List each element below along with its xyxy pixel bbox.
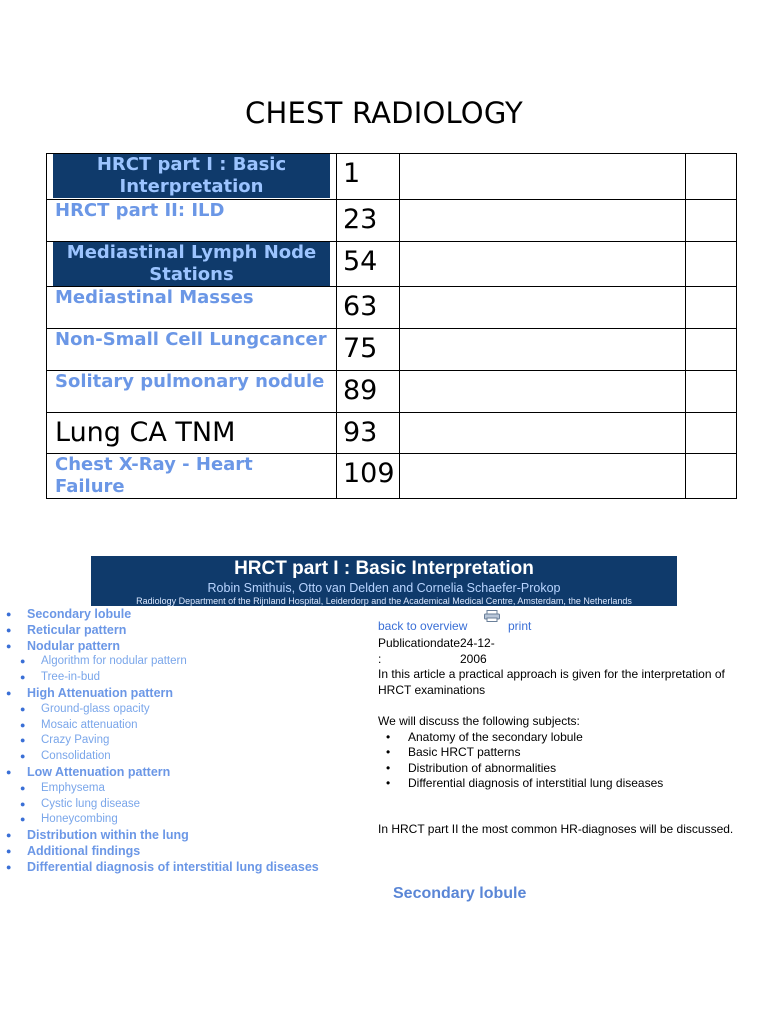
- table-of-contents: [46, 153, 737, 499]
- bullet-icon: •: [386, 729, 391, 744]
- bullet-icon: ●: [20, 782, 26, 793]
- article-department: Radiology Department of the Rijnland Hospital, Leiderdorp and the Academical Medical Centre, Amsterdam, the Netherlands: [136, 596, 632, 606]
- intro-paragraph: In this article a practical approach is given for the interpretation of HRCT examinations: [378, 667, 725, 697]
- toc-link-mediastinal-lymph-nodes[interactable]: Mediastinal Lymph Node Stations: [53, 242, 330, 286]
- section-heading-secondary-lobule: Secondary lobule: [393, 885, 527, 902]
- nav-item-distribution[interactable]: ● Distribution within the lung: [6, 828, 189, 843]
- toc-row: [47, 413, 737, 454]
- toc-row: [47, 329, 737, 371]
- toc-row: [47, 287, 737, 329]
- nav-item-tree-in-bud[interactable]: ● Tree-in-bud: [0, 670, 340, 686]
- back-to-overview-link[interactable]: back to overview: [378, 619, 468, 633]
- nav-item-additional-findings[interactable]: ● Additional findings: [6, 843, 141, 858]
- discuss-intro: We will discuss the following subjects:: [378, 714, 580, 728]
- article-authors: Robin Smithuis, Otto van Delden and Cornelia Schaefer-Prokop: [207, 581, 561, 595]
- printer-icon[interactable]: [484, 610, 500, 622]
- toc-row: [47, 371, 737, 413]
- toc-page-number: 23: [343, 204, 378, 235]
- nav-item-secondary-lobule[interactable]: ● Secondary lobule: [6, 607, 132, 621]
- nav-item-consolidation[interactable]: ● Consolidation: [0, 749, 340, 765]
- closing-paragraph: In HRCT part II the most common HR-diagnoses will be discussed.: [378, 821, 734, 836]
- bullet-icon: ●: [20, 703, 26, 714]
- publication-date-value: 24-12-2006: [460, 636, 495, 666]
- list-item: • Basic HRCT patterns: [386, 745, 521, 759]
- toc-link-nsclc[interactable]: Non-Small Cell Lungcancer: [55, 329, 327, 350]
- subjects-list: [378, 730, 748, 792]
- nav-item-high-attenuation[interactable]: ● High Attenuation pattern: [6, 685, 174, 700]
- nav-item-emphysema[interactable]: ● Emphysema: [0, 781, 340, 797]
- nav-item-algorithm-nodular[interactable]: ● Algorithm for nodular pattern: [0, 654, 340, 670]
- bullet-icon: ●: [20, 751, 26, 762]
- nav-item-differential-diagnosis[interactable]: ● Differential diagnosis of interstitial lung diseases: [6, 859, 319, 874]
- list-item: • Differential diagnosis of interstitial lung diseases: [386, 776, 664, 790]
- toc-entry-lung-ca-tnm: Lung CA TNM: [55, 417, 236, 448]
- toc-link-hrct-part-2[interactable]: HRCT part II: ILD: [55, 200, 225, 221]
- toc-link-mediastinal-masses[interactable]: Mediastinal Masses: [55, 287, 254, 308]
- bullet-icon: ●: [20, 798, 26, 809]
- bullet-icon: ●: [20, 719, 26, 730]
- toc-row: [47, 454, 737, 499]
- bullet-icon: ●: [6, 845, 12, 856]
- nav-item-honeycombing[interactable]: ● Honeycombing: [0, 812, 340, 828]
- toc-page-number: 93: [343, 417, 378, 448]
- nav-item-ground-glass[interactable]: ● Ground-glass opacity: [0, 702, 340, 718]
- nav-item-mosaic-attenuation[interactable]: ● Mosaic attenuation: [0, 718, 340, 734]
- bullet-icon: ●: [6, 640, 12, 651]
- toc-row: [47, 200, 737, 242]
- toc-page-number: 89: [343, 375, 378, 406]
- article-navigation: [0, 607, 340, 876]
- toc-row: [47, 242, 737, 287]
- nav-item-cystic-lung-disease[interactable]: ● Cystic lung disease: [0, 797, 340, 813]
- bullet-icon: ●: [20, 672, 26, 683]
- bullet-icon: ●: [20, 735, 26, 746]
- bullet-icon: •: [386, 745, 391, 759]
- toc-link-hrct-part-1[interactable]: HRCT part I : Basic Interpretation: [53, 154, 330, 198]
- nav-item-nodular-pattern[interactable]: ● Nodular pattern: [6, 638, 121, 653]
- nav-item-reticular-pattern[interactable]: ● Reticular pattern: [6, 622, 127, 637]
- bullet-icon: •: [386, 776, 391, 790]
- publication-date-label: Publicationdate :: [378, 636, 461, 666]
- page-title: CHEST RADIOLOGY: [245, 96, 523, 130]
- toc-page-number: 75: [343, 333, 378, 364]
- bullet-icon: ●: [20, 814, 26, 825]
- article-header-banner: [91, 556, 677, 606]
- bullet-icon: •: [386, 760, 391, 775]
- print-link[interactable]: print: [508, 619, 532, 633]
- bullet-icon: ●: [6, 861, 12, 872]
- toc-row: [47, 154, 737, 200]
- nav-item-low-attenuation[interactable]: ● Low Attenuation pattern: [6, 764, 171, 779]
- list-item: • Distribution of abnormalities: [386, 760, 557, 775]
- bullet-icon: ●: [20, 656, 26, 667]
- bullet-icon: ●: [6, 687, 12, 698]
- bullet-icon: ●: [6, 830, 12, 841]
- toc-link-heart-failure[interactable]: Chest X-Ray - Heart Failure: [55, 454, 253, 497]
- bullet-icon: ●: [6, 624, 12, 635]
- toc-page-number: 63: [343, 291, 378, 322]
- toc-page-number: 54: [343, 246, 378, 277]
- toc-page-number: 1: [343, 158, 361, 189]
- list-item: • Anatomy of the secondary lobule: [386, 729, 583, 744]
- bullet-icon: ●: [6, 766, 12, 777]
- bullet-icon: ●: [6, 609, 12, 619]
- article-body: [378, 616, 748, 837]
- toc-link-solitary-nodule[interactable]: Solitary pulmonary nodule: [55, 371, 325, 392]
- toc-page-number: 109: [343, 458, 395, 489]
- article-title: HRCT part I : Basic Interpretation: [234, 558, 534, 579]
- nav-item-crazy-paving[interactable]: ● Crazy Paving: [0, 733, 340, 749]
